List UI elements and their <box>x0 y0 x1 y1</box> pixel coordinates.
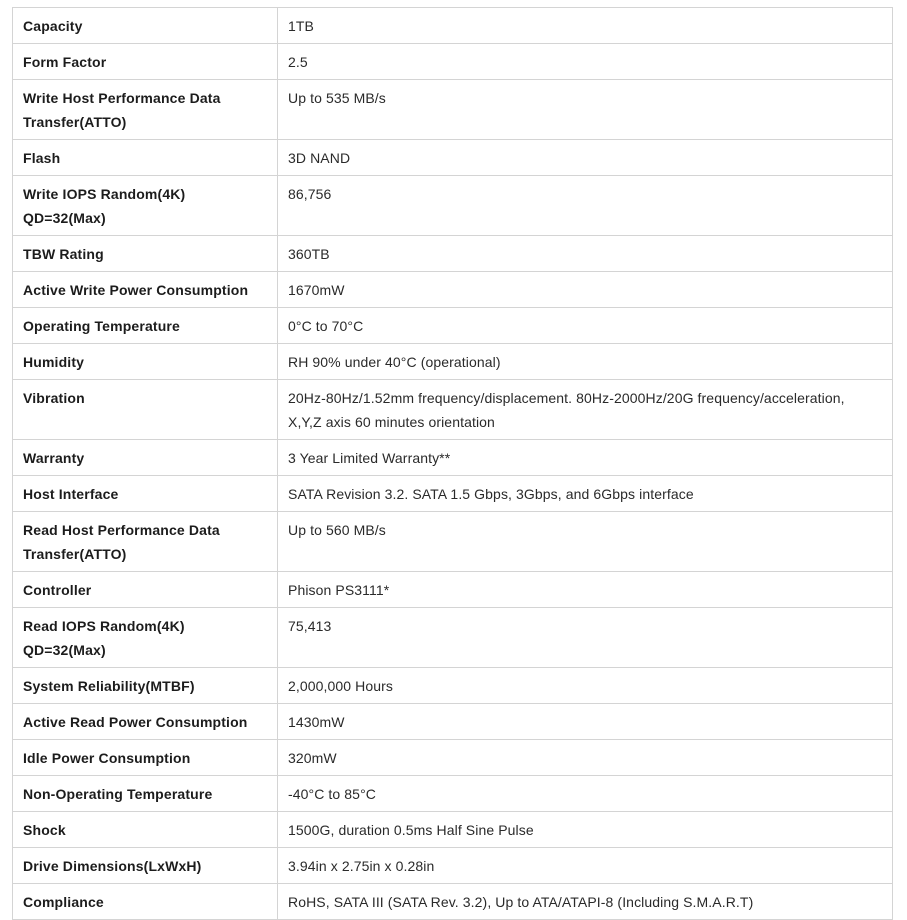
spec-value: Up to 560 MB/s <box>278 512 893 572</box>
spec-row-compliance <box>13 884 893 920</box>
spec-label: Shock <box>13 812 278 848</box>
spec-value: SATA Revision 3.2. SATA 1.5 Gbps, 3Gbps, and 6Gbps interface <box>278 476 893 512</box>
spec-label: Active Write Power Consumption <box>13 272 278 308</box>
spec-row-capacity <box>13 8 893 44</box>
spec-row-humidity <box>13 344 893 380</box>
spec-value: RoHS, SATA III (SATA Rev. 3.2), Up to ATA/ATAPI-8 (Including S.M.A.R.T) <box>278 884 893 920</box>
spec-label: Humidity <box>13 344 278 380</box>
specifications-table-body <box>13 8 893 920</box>
spec-label: Vibration <box>13 380 278 440</box>
spec-row-active-read-power <box>13 704 893 740</box>
spec-value: -40°C to 85°C <box>278 776 893 812</box>
spec-label: Compliance <box>13 884 278 920</box>
spec-label: Non-Operating Temperature <box>13 776 278 812</box>
spec-row-drive-dimensions <box>13 848 893 884</box>
spec-label: TBW Rating <box>13 236 278 272</box>
spec-row-write-iops <box>13 176 893 236</box>
spec-row-read-host-performance <box>13 512 893 572</box>
spec-row-host-interface <box>13 476 893 512</box>
specifications-table <box>12 7 893 920</box>
spec-label: Controller <box>13 572 278 608</box>
spec-row-controller <box>13 572 893 608</box>
spec-row-operating-temperature <box>13 308 893 344</box>
spec-label: Capacity <box>13 8 278 44</box>
spec-value: 0°C to 70°C <box>278 308 893 344</box>
spec-value: 1430mW <box>278 704 893 740</box>
spec-label: Operating Temperature <box>13 308 278 344</box>
spec-label: Idle Power Consumption <box>13 740 278 776</box>
spec-value: 2,000,000 Hours <box>278 668 893 704</box>
spec-row-active-write-power <box>13 272 893 308</box>
spec-value: 3D NAND <box>278 140 893 176</box>
spec-label: Warranty <box>13 440 278 476</box>
spec-label: Flash <box>13 140 278 176</box>
spec-label: Write IOPS Random(4K) QD=32(Max) <box>13 176 278 236</box>
spec-value: 75,413 <box>278 608 893 668</box>
spec-value: 1TB <box>278 8 893 44</box>
spec-row-flash <box>13 140 893 176</box>
spec-label: Read IOPS Random(4K) QD=32(Max) <box>13 608 278 668</box>
spec-row-vibration <box>13 380 893 440</box>
spec-row-tbw-rating <box>13 236 893 272</box>
spec-value: 2.5 <box>278 44 893 80</box>
spec-row-system-reliability <box>13 668 893 704</box>
spec-row-warranty <box>13 440 893 476</box>
spec-value: 3.94in x 2.75in x 0.28in <box>278 848 893 884</box>
spec-value: 1500G, duration 0.5ms Half Sine Pulse <box>278 812 893 848</box>
spec-label: System Reliability(MTBF) <box>13 668 278 704</box>
spec-row-shock <box>13 812 893 848</box>
spec-row-form-factor <box>13 44 893 80</box>
spec-value: 3 Year Limited Warranty** <box>278 440 893 476</box>
spec-value: 320mW <box>278 740 893 776</box>
spec-label: Active Read Power Consumption <box>13 704 278 740</box>
spec-row-read-iops <box>13 608 893 668</box>
spec-value: Up to 535 MB/s <box>278 80 893 140</box>
spec-value: RH 90% under 40°C (operational) <box>278 344 893 380</box>
spec-value: 86,756 <box>278 176 893 236</box>
spec-row-non-operating-temperature <box>13 776 893 812</box>
spec-value: Phison PS3111* <box>278 572 893 608</box>
spec-row-write-host-performance <box>13 80 893 140</box>
spec-label: Host Interface <box>13 476 278 512</box>
spec-label: Form Factor <box>13 44 278 80</box>
spec-label: Read Host Performance Data Transfer(ATTO) <box>13 512 278 572</box>
spec-label: Write Host Performance Data Transfer(ATTO) <box>13 80 278 140</box>
spec-value: 360TB <box>278 236 893 272</box>
spec-value: 1670mW <box>278 272 893 308</box>
spec-value: 20Hz-80Hz/1.52mm frequency/displacement. 80Hz-2000Hz/20G frequency/acceleration, X,Y,Z axis 60 minutes orientation <box>278 380 893 440</box>
spec-label: Drive Dimensions(LxWxH) <box>13 848 278 884</box>
spec-row-idle-power <box>13 740 893 776</box>
